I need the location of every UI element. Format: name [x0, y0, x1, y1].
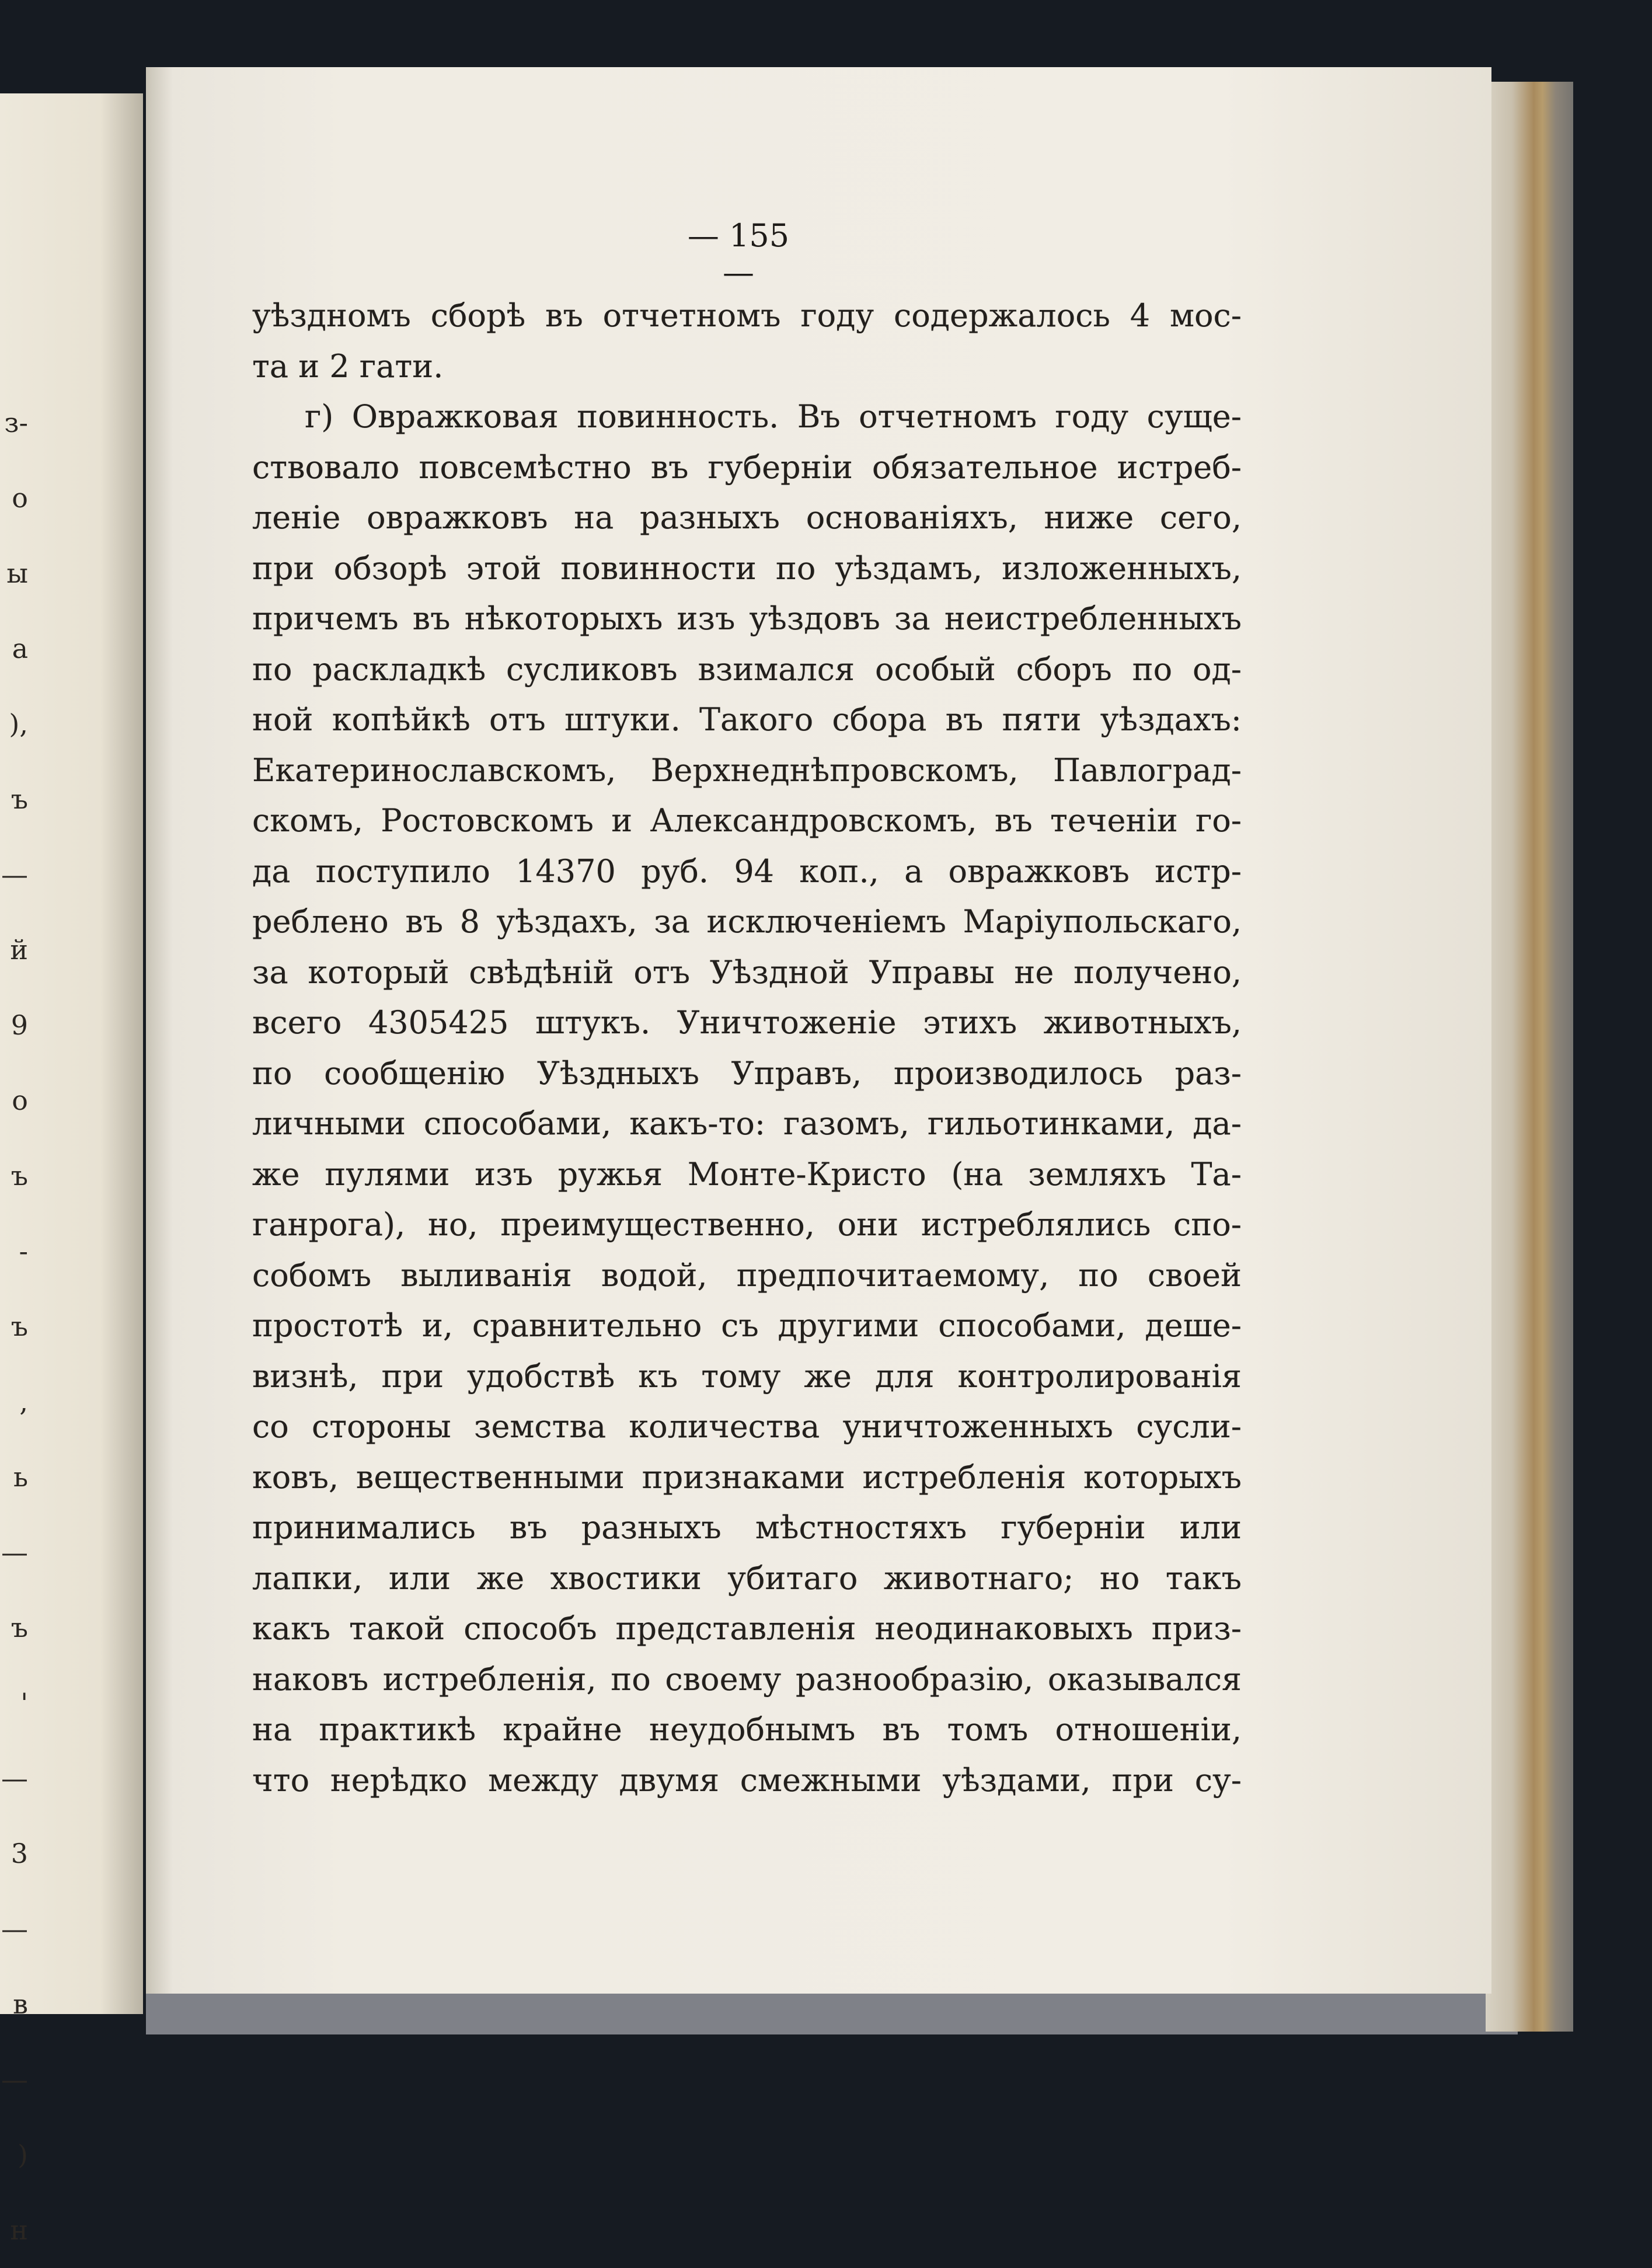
cover-bottom-edge	[146, 1994, 1518, 2034]
text-line: леніе овражковъ на разныхъ основаніяхъ, ниже сего,	[252, 499, 1242, 536]
text-line: при обзорѣ этой повинности по уѣздамъ, изложенныхъ,	[252, 549, 1242, 587]
text-line: ганрога), но, преимущественно, они истреблялись спо-	[252, 1206, 1242, 1243]
edge-glyph: 3	[11, 1838, 28, 1869]
edge-glyph: а	[12, 633, 28, 664]
text-line: г) Овражковая повинность. Въ отчетномъ году суще-	[305, 398, 1242, 435]
edge-glyph: )	[18, 2139, 28, 2171]
text-line: Екатеринославскомъ, Верхнеднѣпровскомъ, Павлоград-	[252, 751, 1242, 789]
text-line: ной копѣйкѣ отъ штуки. Такого сбора въ пяти уѣздахъ:	[252, 701, 1242, 738]
edge-glyph: —	[1, 2064, 28, 2095]
edge-glyph: —	[1, 859, 28, 890]
edge-glyph: о	[12, 1085, 28, 1116]
text-line: какъ такой способъ представленія неодинаковыхъ приз-	[252, 1610, 1242, 1647]
edge-glyph: —	[1, 1762, 28, 1794]
edge-glyph: ъ	[11, 1311, 28, 1342]
text-line: же пулями изъ ружья Монте-Кристо (на земляхъ Та-	[252, 1155, 1242, 1193]
text-line: скомъ, Ростовскомъ и Александровскомъ, въ теченіи го-	[252, 802, 1242, 839]
text-line: принимались въ разныхъ мѣстностяхъ губерніи или	[252, 1509, 1242, 1546]
text-line: уѣздномъ сборѣ въ отчетномъ году содержалось 4 мос-	[252, 297, 1242, 334]
edge-glyph: ь	[13, 1461, 28, 1493]
text-line: визнѣ, при удобствѣ къ тому же для контролированія	[252, 1357, 1242, 1395]
edge-glyph: ),	[9, 708, 28, 740]
text-line: личными способами, какъ-то: газомъ, гильотинками, да-	[252, 1105, 1242, 1142]
edge-glyph: з-	[4, 407, 28, 438]
edge-glyph: 9	[11, 1009, 28, 1041]
text-line: по раскладкѣ сусликовъ взимался особый сборъ по од-	[252, 650, 1242, 688]
text-line: что нерѣдко между двумя смежными уѣздами, при су-	[252, 1761, 1242, 1799]
text-line: со стороны земства количества уничтоженныхъ сусли-	[252, 1408, 1242, 1445]
text-line: та и 2 гати.	[252, 347, 444, 385]
edge-glyph: ,	[19, 1386, 28, 1417]
text-line: причемъ въ нѣкоторыхъ изъ уѣздовъ за неистребленныхъ	[252, 600, 1242, 637]
edge-glyph: о	[12, 482, 28, 514]
text-line: простотѣ и, сравнительно съ другими способами, деше-	[252, 1307, 1242, 1344]
previous-page	[0, 93, 143, 2246]
edge-glyph: -	[19, 1235, 28, 1267]
edge-glyph: —	[1, 1537, 28, 1568]
text-line: наковъ истребленія, по своему разнообразію, оказывался	[252, 1660, 1242, 1698]
edge-glyph: '	[20, 1687, 28, 1719]
page-edges	[1486, 82, 1573, 2032]
text-line: собомъ выливанія водой, предпочитаемому, по своей	[252, 1256, 1242, 1294]
text-line: за который свѣдѣній отъ Уѣздной Управы не получено,	[252, 953, 1242, 991]
edge-glyph: в	[13, 1988, 28, 2020]
text-line: по сообщенію Уѣздныхъ Управъ, производилось раз-	[252, 1054, 1242, 1092]
text-line: реблено въ 8 уѣздахъ, за исключеніемъ Маріупольскаго,	[252, 903, 1242, 940]
page-number: — 155 —	[687, 217, 790, 291]
text-line: на практикѣ крайне неудобнымъ въ томъ отношеніи,	[252, 1711, 1242, 1748]
text-line: ковъ, вещественными признаками истребленія которыхъ	[252, 1458, 1242, 1496]
edge-glyph: ъ	[11, 783, 28, 815]
edge-glyph: —	[1, 1913, 28, 1945]
edge-glyph: н	[10, 2214, 28, 2246]
edge-glyph: ъ	[11, 1160, 28, 1192]
text-line: лапки, или же хвостики убитаго животнаго; но такъ	[252, 1559, 1242, 1597]
edge-glyph: ъ	[11, 1612, 28, 1643]
text-line: всего 4305425 штукъ. Уничтоженіе этихъ животныхъ,	[252, 1004, 1242, 1041]
text-line: да поступило 14370 руб. 94 коп., а овражковъ истр-	[252, 852, 1242, 890]
previous-page-edge-text	[0, 385, 28, 2268]
body-text	[252, 291, 1242, 1806]
text-line: ствовало повсемѣстно въ губерніи обязательное истреб-	[252, 448, 1242, 486]
edge-glyph: й	[10, 934, 28, 966]
edge-glyph: ы	[6, 558, 28, 589]
